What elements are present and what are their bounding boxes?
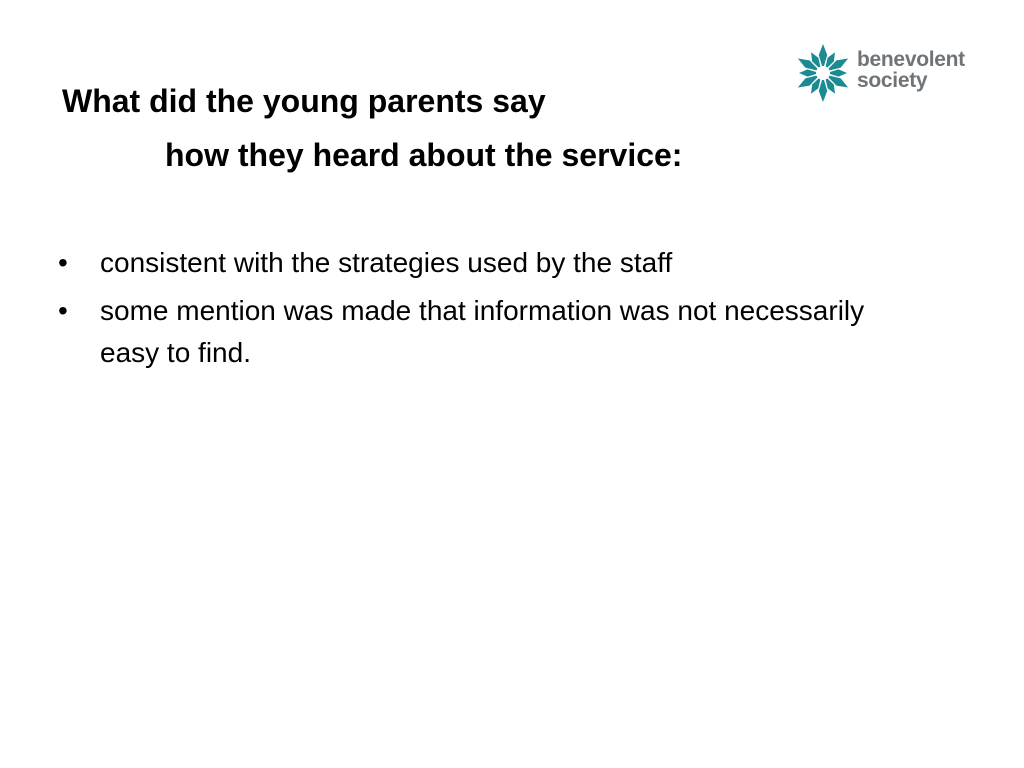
bullet-text: some mention was made that information was not necessarily easy to find. bbox=[100, 295, 865, 368]
logo-wordmark bbox=[857, 49, 965, 91]
bullet-item bbox=[56, 290, 886, 374]
logo-petal bbox=[799, 69, 816, 76]
logo-petal bbox=[830, 69, 847, 76]
slide-title bbox=[62, 74, 682, 182]
benevolent-society-logo bbox=[792, 40, 982, 106]
bullet-list bbox=[56, 242, 886, 380]
logo-petal bbox=[819, 80, 827, 102]
bullet-marker: • bbox=[58, 295, 68, 326]
bullet-item bbox=[56, 242, 886, 284]
logo-text-line2: society bbox=[857, 69, 928, 92]
starburst-logo-icon bbox=[792, 42, 854, 104]
title-line-1: What did the young parents say bbox=[62, 83, 546, 119]
logo-text-line1: benevolent bbox=[857, 48, 965, 71]
bullet-marker: • bbox=[58, 247, 68, 278]
bullet-text: consistent with the strategies used by the staff bbox=[100, 247, 673, 278]
logo-petal bbox=[819, 44, 827, 66]
title-line-2: how they heard about the service: bbox=[165, 137, 683, 173]
